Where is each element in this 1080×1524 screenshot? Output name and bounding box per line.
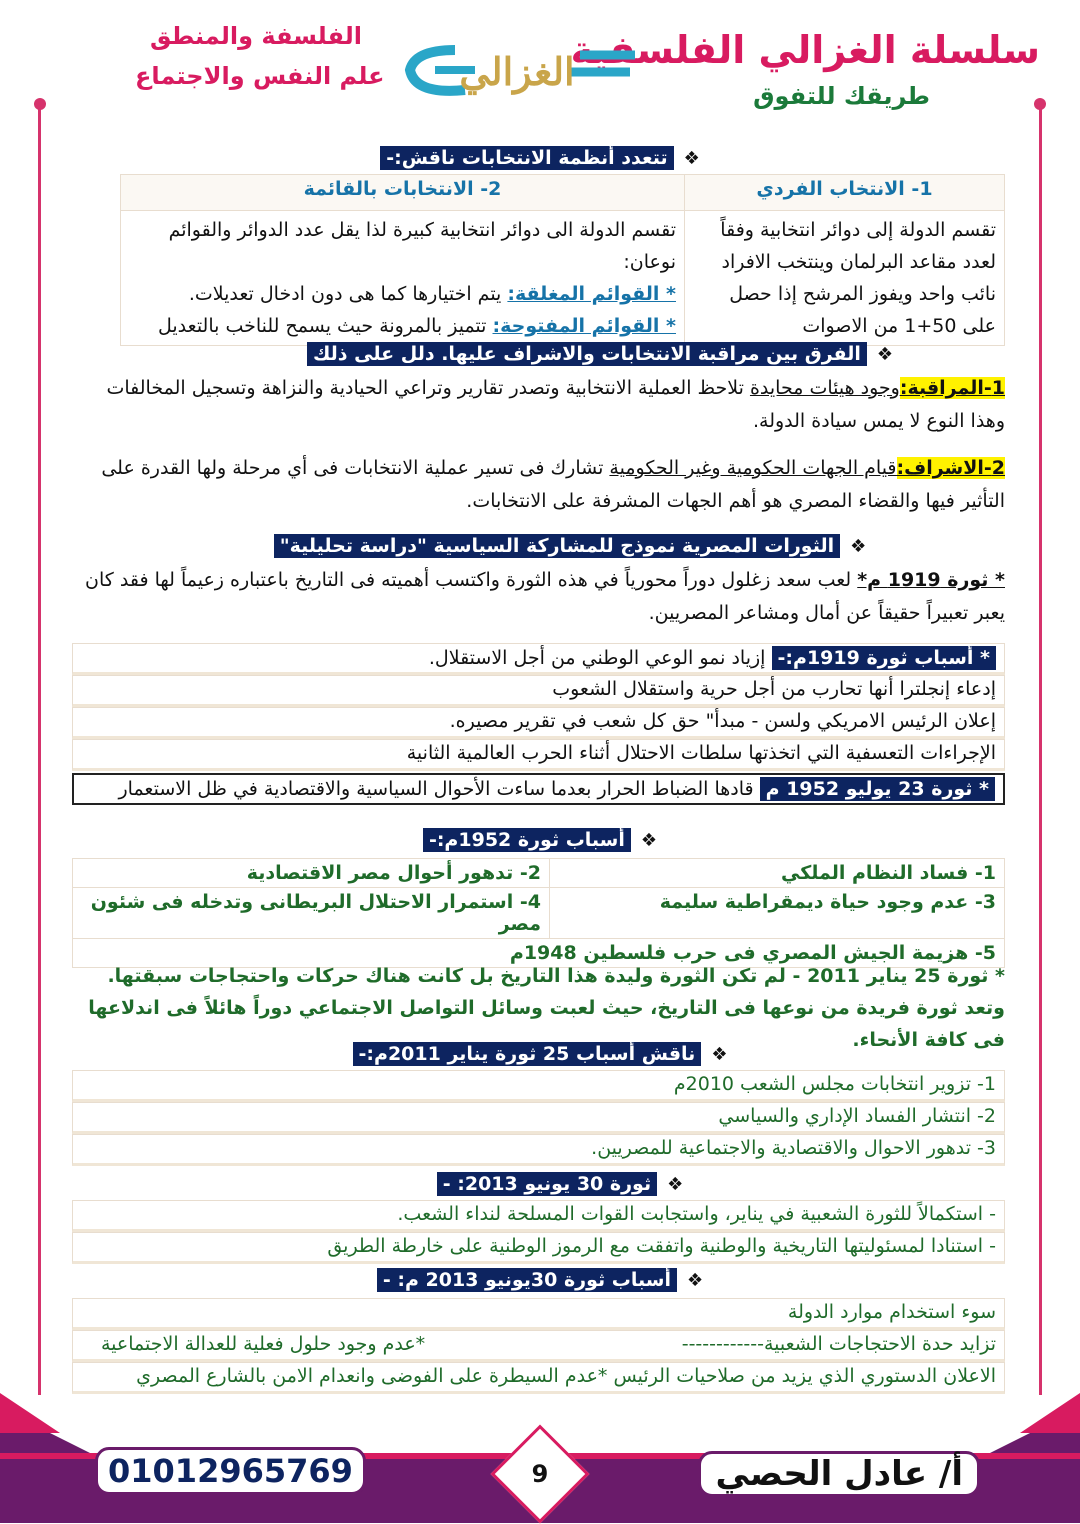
teacher-name: أ/ عادل الحصي	[698, 1451, 980, 1497]
revolution-1952-label: * ثورة 23 يوليو 1952 م	[760, 777, 995, 801]
diamond-bullet-icon: ❖	[683, 148, 700, 169]
cause-text: تزايد حدة الاحتجاجات الشعبية------------	[681, 1333, 996, 1355]
cause-2: 2- تدهور أحوال مصر الاقتصادية	[73, 859, 550, 888]
revolution-2011-paragraph: * ثورة 25 يناير 2011 - لم تكن الثورة وليدة هذا التاريخ بل كانت هناك حركات واحتجاجات سبقتها. وتعد ثورة فريدة من نوعها فى التاريخ، حيث لعبت وسائل التواصل الاجتماعي دوراً هائلاً فى اندلاعها فى كافة الأنحاء.	[88, 965, 1005, 1051]
subjects-line-1: الفلسفة والمنطق	[150, 22, 362, 50]
list-item: الاعلان الدستوري الذي يزيد من صلاحيات الرئيس *عدم السيطرة على الفوضى وانعدام الامن بالشارع المصري	[72, 1362, 1005, 1394]
heading-text: أسباب ثورة 1952م:-	[423, 828, 631, 852]
cause-text: إزياد نمو الوعي الوطني من أجل الاستقلال.	[428, 647, 766, 669]
monitoring-underlined: وجود هيئات محايدة	[749, 377, 900, 399]
monitoring-text: تلاحظ العملية الانتخابية وتصدر تقارير وتراعي الحيادية والنزاهة وتسجيل المخالفات وهذا النوع لا يمس سيادة الدولة.	[106, 377, 1005, 432]
cause-1: 1- فساد النظام الملكي	[550, 859, 1005, 888]
heading-election-systems	[75, 146, 1005, 170]
heading-text: الفرق بين مراقبة الانتخابات والاشراف عليها. دلل على ذلك	[307, 342, 867, 366]
supervision-label: 2-الاشراف:	[896, 457, 1005, 479]
heading-egyptian-revolutions	[75, 534, 1005, 558]
list-item: الإجراءات التعسفية التي اتخذتها سلطات الاحتلال أثناء الحرب العالمية الثانية	[72, 739, 1005, 771]
revolution-1919-text: لعب سعد زغلول دوراً محورياً في هذه الثورة واكتسب أهميته فى التاريخ باعتباره زعيماً لها فقد كان يعبر تعبيراً حقيقاً عن أمال ومشاعر المصريين.	[85, 569, 1005, 624]
monitoring-label: 1-المراقبة:	[899, 377, 1005, 399]
svg-text:الغزالي: الغزالي	[459, 49, 575, 94]
diamond-bullet-icon: ❖	[667, 1174, 684, 1195]
col-list-title: 2- الانتخابات بالقائمة	[121, 175, 685, 211]
list-item: سوء استخدام موارد الدولة	[72, 1298, 1005, 1330]
heading-causes-2013	[75, 1268, 1005, 1292]
cause-text: *عدم وجود حلول فعلية للعدالة الاجتماعية	[101, 1333, 426, 1355]
diamond-bullet-icon: ❖	[640, 830, 658, 851]
list-item	[72, 643, 1005, 675]
list-item: - استنادا لمسئوليتها التاريخية والوطنية واتفقت مع الرموز الوطنية على خارطة الطريق	[72, 1232, 1005, 1264]
heading-text: تتعدد أنظمة الانتخابات ناقش:-	[380, 146, 673, 170]
election-systems-table	[120, 174, 1005, 346]
cause-5: 5- هزيمة الجيش المصري فى حرب فلسطين 1948م	[73, 939, 1005, 968]
list-item: إعلان الرئيس الامريكي ولسن - مبدأ" حق كل شعب في تقرير مصيره.	[72, 707, 1005, 739]
revolution-1952-row	[72, 773, 1005, 805]
list-text: تقسم الدولة الى دوائر انتخابية كبيرة لذا يقل عدد الدوائر والقوائم نوعان:	[168, 219, 676, 273]
closed-lists-text: يتم اختيارها كما هى دون ادخال تعديلات.	[188, 283, 508, 305]
causes-1919-list	[72, 643, 1005, 805]
list-item: 3- تدهور الاحوال والاقتصادية والاجتماعية للمصريين.	[72, 1134, 1005, 1166]
closed-lists-label: * القوائم المغلقة:	[507, 283, 676, 305]
heading-monitoring-vs-supervision	[75, 342, 1005, 366]
col-individual-title: 1- الانتخاب الفردي	[685, 175, 1005, 211]
heading-june-2013	[75, 1172, 1005, 1196]
open-lists-text: تتميز بالمرونة حيث يسمح للناخب بالتعديل	[158, 315, 493, 337]
revolution-1919-paragraph	[65, 564, 1005, 630]
monitoring-paragraph	[75, 372, 1005, 438]
diamond-bullet-icon: ❖	[711, 1044, 728, 1065]
heading-causes-1952	[75, 828, 1005, 852]
list-item: إدعاء إنجلترا أنها تحارب من أجل حرية واستقلال الشعوب	[72, 675, 1005, 707]
diamond-bullet-icon: ❖	[850, 536, 867, 557]
ghazali-logo-icon	[395, 10, 640, 115]
supervision-text: تشارك فى تسير عملية الانتخابات فى أي مرحلة ولها القدرة على التأثير فيها والقضاء المصري هو أهم الجهات المشرفة على الانتخابات.	[101, 457, 1005, 512]
supervision-underlined: قيام الجهات الحكومية وغير الحكومية	[609, 457, 897, 479]
supervision-paragraph	[60, 452, 1005, 518]
revolution-1919-label: * ثورة 1919 م*	[857, 569, 1005, 591]
diamond-bullet-icon: ❖	[876, 344, 894, 365]
causes-1952-table	[72, 858, 1005, 968]
left-border-dot	[34, 98, 46, 110]
open-lists-label: * القوائم المفتوحة:	[492, 315, 676, 337]
cause-3: 3- عدم وجود حياة ديمقراطية سليمة	[550, 888, 1005, 939]
list-item	[72, 1330, 1005, 1362]
series-title: سلسلة الغزالي الفلسفية	[570, 28, 1040, 72]
diamond-bullet-icon: ❖	[686, 1270, 704, 1291]
list-item: - استكمالاً للثورة الشعبية في يناير، واستجابت القوات المسلحة لنداء الشعب.	[72, 1200, 1005, 1232]
revolution-1952-text: قادها الضباط الحرار بعدما ساءت الأحوال السياسية والاقتصادية في ظل الاستعمار	[118, 778, 760, 800]
heading-text: أسباب ثورة 30يونيو 2013 م: -	[377, 1268, 677, 1292]
heading-text: ناقش أسباب 25 ثورة يناير 2011م:-	[353, 1042, 702, 1066]
series-subtitle: طريقك للتفوق	[753, 82, 930, 110]
phone-number: 01012965769	[95, 1447, 366, 1495]
list-item: 1- تزوير انتخابات مجلس الشعب 2010م	[72, 1070, 1005, 1102]
footer	[0, 1393, 1080, 1523]
cause-4: 4- استمرار الاحتلال البريطانى وتدخله فى شئون مصر	[73, 888, 550, 939]
page-number: 9	[531, 1460, 549, 1488]
subjects-line-2: علم النفس والاجتماع	[135, 62, 385, 90]
individual-description: تقسم الدولة إلى دوائر انتخابية وفقاً لعدد مقاعد البرلمان وينتخب الافراد نائب واحد ويفوز المرشح إذا حصل على 50+1 من الاصوات	[685, 211, 1005, 346]
right-border-dot	[1034, 98, 1046, 110]
list-item: 2- انتشار الفساد الإداري والسياسي	[72, 1102, 1005, 1134]
causes-2011-list	[72, 1070, 1005, 1166]
heading-text: الثورات المصرية نموذج للمشاركة السياسية "دراسة تحليلية"	[274, 534, 840, 558]
causes-1919-label: * أسباب ثورة 1919م:-	[772, 646, 996, 670]
causes-2013-list	[72, 1298, 1005, 1394]
heading-causes-2011	[75, 1042, 1005, 1066]
right-border-line	[1039, 105, 1042, 1395]
june-2013-list	[72, 1200, 1005, 1264]
list-description	[121, 211, 685, 346]
heading-text: ثورة 30 يونيو 2013: -	[437, 1172, 657, 1196]
left-border-line	[38, 105, 41, 1395]
